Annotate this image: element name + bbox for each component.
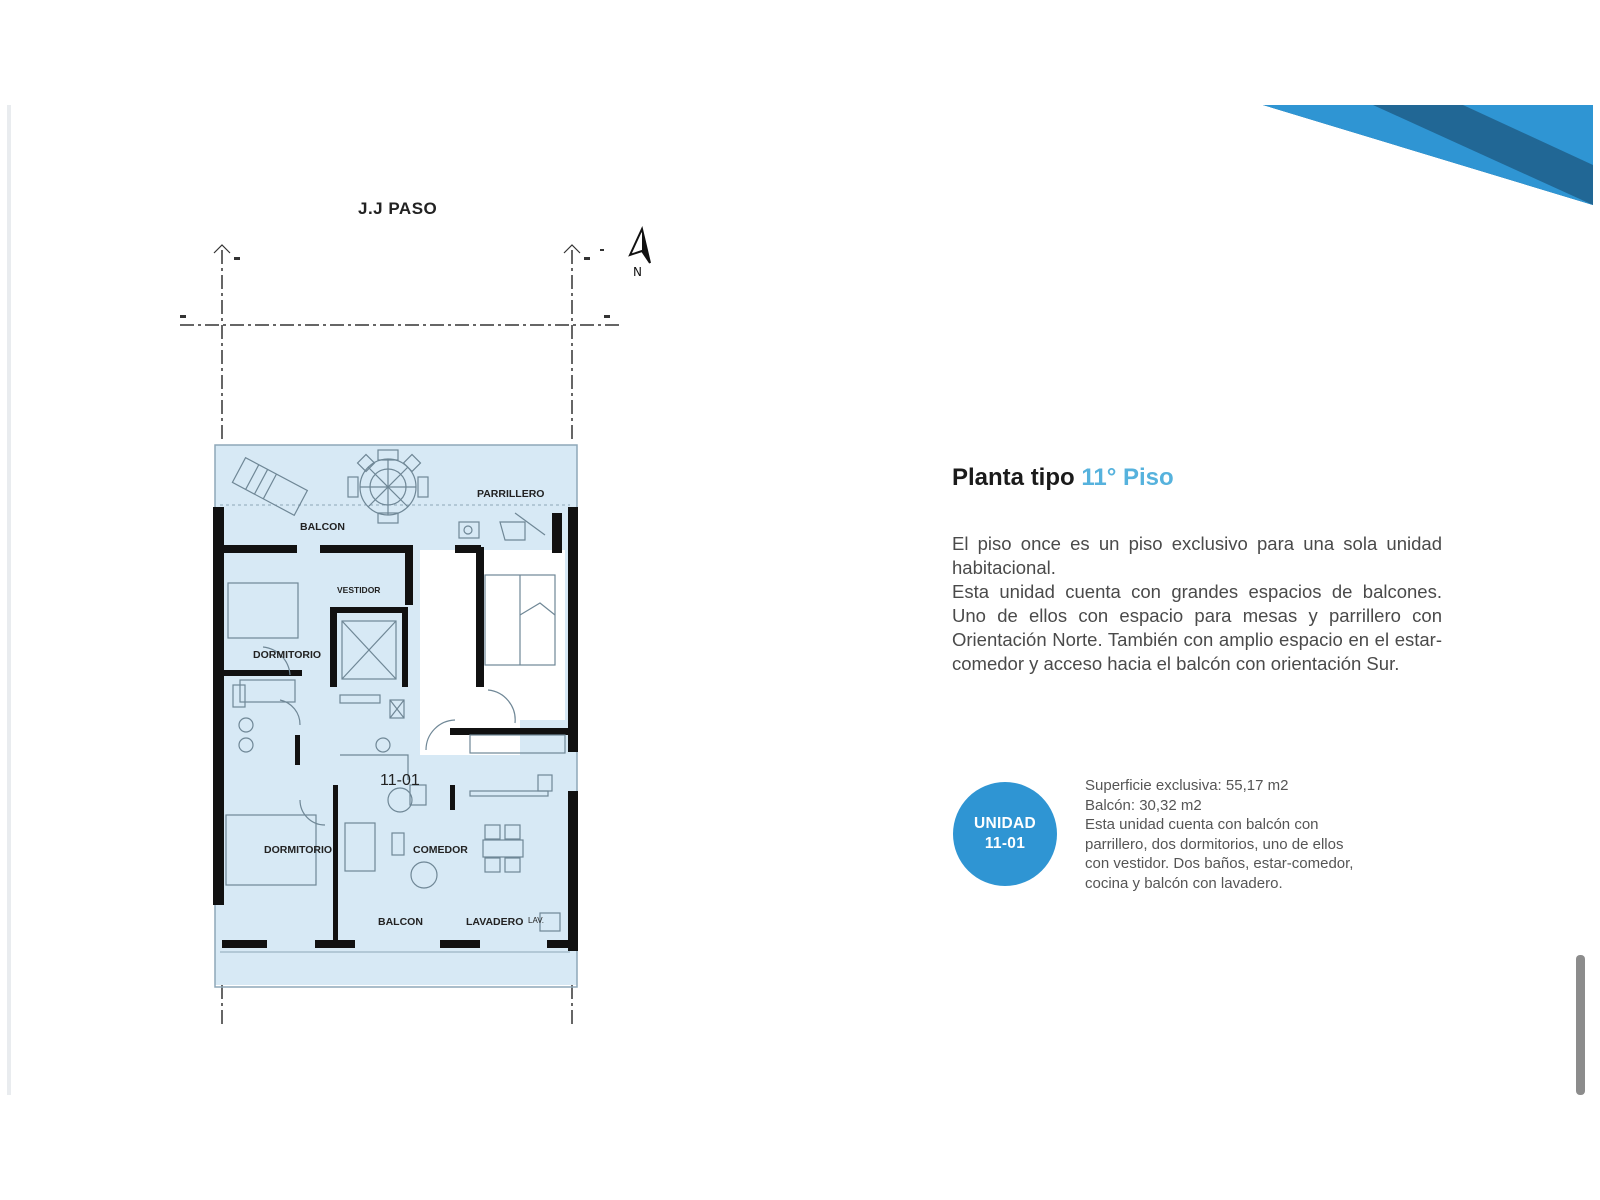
room-label-vestidor: VESTIDOR (337, 585, 381, 595)
page-edge (7, 105, 11, 1095)
north-label: N (633, 265, 642, 279)
scrollbar-thumb[interactable] (1576, 955, 1585, 1095)
badge-line-2: 11-01 (984, 835, 1026, 852)
description (952, 532, 1442, 676)
room-label-dormitorio-2: DORMITORIO (264, 844, 333, 856)
room-label-balcon-bottom: BALCON (378, 916, 423, 928)
page-title (952, 464, 1174, 492)
corner-decoration (1263, 105, 1593, 205)
unit-info (1085, 776, 1405, 893)
unit-code-label: 11-01 (380, 772, 420, 789)
unit-badge (953, 782, 1057, 886)
unit-description-line: Esta unidad cuenta con balcón con (1085, 816, 1319, 833)
room-label-parrillero: PARRILLERO (477, 488, 545, 500)
room-label-lavadero: LAVADERO (466, 916, 524, 928)
floor-plan (150, 195, 670, 1025)
title-main: Planta tipo (952, 464, 1075, 491)
badge-line-1: UNIDAD (973, 815, 1037, 832)
unit-description-line: con vestidor. Dos baños, estar-comedor, (1085, 855, 1354, 872)
axis-markers (180, 245, 610, 318)
description-paragraph-1: El piso once es un piso exclusivo para una sola unidad habitacional. (952, 533, 1442, 578)
unit-description-line: cocina y balcón con lavadero. (1085, 874, 1283, 892)
unit-superficie: Superficie exclusiva: 55,17 m2 (1085, 777, 1289, 794)
unit-description-line: parrillero, dos dormitorios, uno de ellos (1085, 835, 1344, 853)
title-accent: 11° Piso (1081, 464, 1174, 491)
room-label-lav: LAV. (528, 916, 545, 925)
street-label: J.J PASO (358, 199, 438, 218)
north-arrow-icon (630, 229, 650, 263)
room-label-comedor: COMEDOR (413, 844, 468, 856)
room-label-dormitorio-1: DORMITORIO (253, 649, 322, 661)
unit-balcon: Balcón: 30,32 m2 (1085, 796, 1202, 814)
room-label-balcon-top: BALCON (300, 521, 345, 533)
description-paragraph-2: Esta unidad cuenta con grandes espacios de balcones. Uno de ellos con espacio para mesas y parrillero con Orientación Norte. También con amplio espacio en el estar-comedor y acceso hacia el balcón con orientación Sur. (952, 581, 1442, 674)
